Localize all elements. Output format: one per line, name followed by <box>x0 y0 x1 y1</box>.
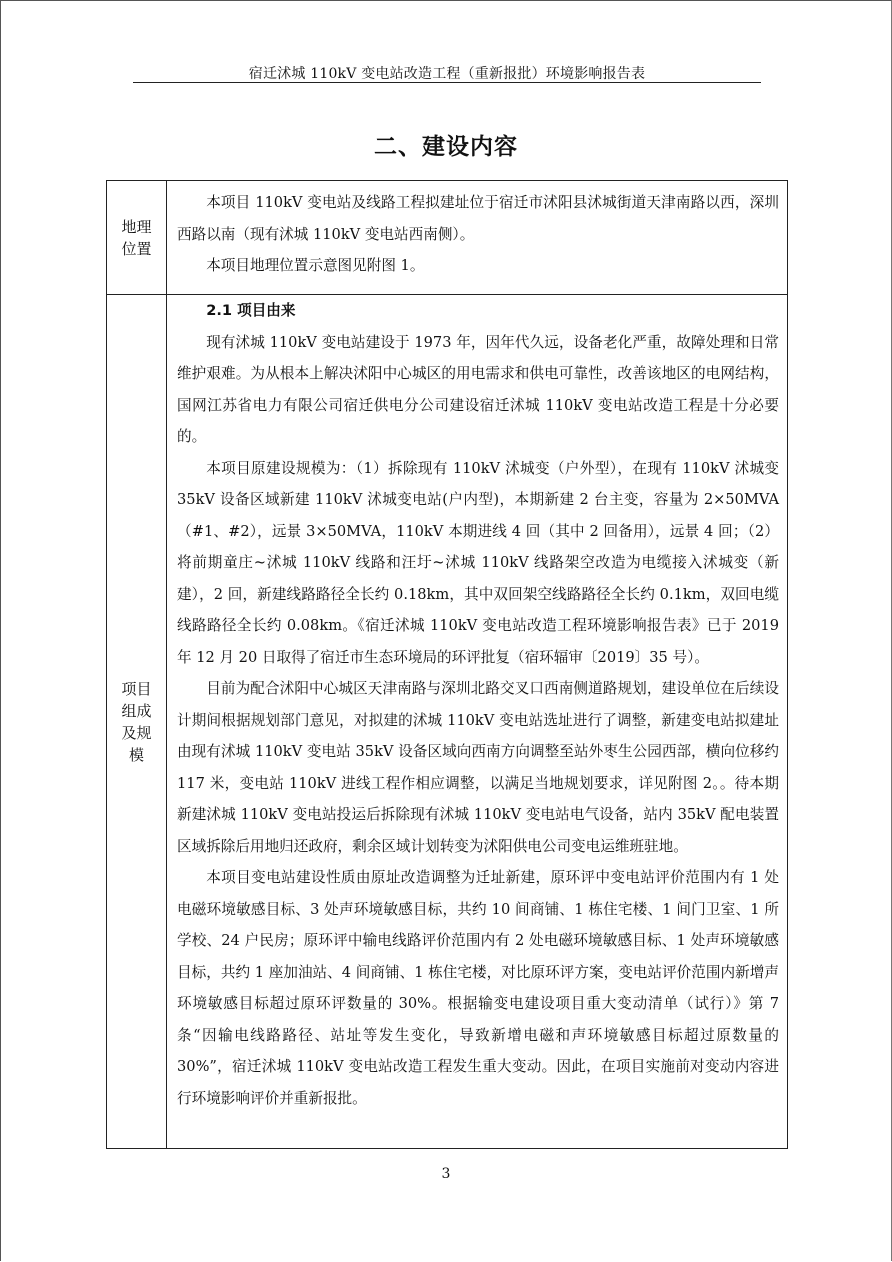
running-header: 宿迁沭城 110kV 变电站改造工程（重新报批）环境影响报告表 <box>248 66 646 82</box>
row-label-composition <box>107 295 167 1149</box>
paragraph: 现有沭城 110kV 变电站建设于 1973 年，因年代久远，设备老化严重，故障处理和日常维护艰难。为从根本上解决沭阳中心城区的用电需求和供电可靠性，改善该地区的电网结构，国网江苏省电力有限公司宿迁供电分公司建设宿迁沭城 110kV 变电站改造工程是十分必要的。 <box>177 333 779 445</box>
paragraph: 本项目 110kV 变电站及线路工程拟建址位于宿迁市沭阳县沭城街道天津南路以西，深圳西路以南（现有沭城 110kV 变电站西南侧）。 <box>177 194 779 243</box>
paragraph: 本项目地理位置示意图见附图 1。 <box>206 257 425 274</box>
header-rule <box>133 82 761 83</box>
table-row-composition <box>107 295 788 1149</box>
table-row-location <box>107 181 788 295</box>
paragraph: 本项目变电站建设性质由原址改造调整为迁址新建，原环评中变电站评价范围内有 1 处电磁环境敏感目标、3 处声环境敏感目标，共约 10 间商铺、1 栋住宅楼、1 间门卫室、1 所学校、24 户民房；原环评中输电线路评价范围内有 2 处电磁环境敏感目标、1 处声环境敏感目标，共约 1 座加油站、4 间商铺、1 栋住宅楼，对比原环评方案，变电站评价范围内新增声环境敏感目标超过原环评数量的 30%。根据输变电建设项目重大变动清单（试行）》第 7 条“因输电线路路径、站址等发生变化，导致新增电磁和声环境敏感目标超过原数量的 30%”，宿迁沭城 110kV 变电站改造工程发生重大变动。因此，在项目实施前对变动内容进行环境影响评价并重新报批。 <box>177 869 779 1107</box>
content-table <box>106 180 788 1149</box>
row-content-location <box>167 181 788 295</box>
subheading: 2.1 项目由来 <box>206 302 296 319</box>
row-label-text: 地理位置 <box>121 217 152 258</box>
row-content-composition <box>167 295 788 1149</box>
page-number: 3 <box>441 1166 451 1182</box>
row-label-location <box>107 181 167 295</box>
row-label-text: 项目组成及规模 <box>121 679 152 764</box>
section-title: 二、建设内容 <box>374 134 518 160</box>
paragraph: 目前为配合沭阳中心城区天津南路与深圳北路交叉口西南侧道路规划，建设单位在后续设计期间根据规划部门意见，对拟建的沭城 110kV 变电站选址进行了调整，新建变电站拟建址由现有沭城 110kV 变电站 35kV 设备区域向西南方向调整至站外枣生公园西部，横向位移约 117 米，变电站 110kV 进线工程作相应调整，以满足当地规划要求，详见附图 2。。待本期新建沭城 110kV 变电站投运后拆除现有沭城 110kV 变电站电气设备，站内 35kV 配电装置区域拆除后用地归还政府，剩余区域计划转变为沭阳供电公司变电运维班驻地。 <box>177 680 779 855</box>
paragraph: 本项目原建设规模为：（1）拆除现有 110kV 沭城变（户外型），在现有 110kV 沭城变 35kV 设备区域新建 110kV 沭城变电站(户内型)，本期新建 2 台主变，容量为 2×50MVA（#1、#2），远景 3×50MVA，110kV 本期进线 4 回（其中 2 回备用），远景 4 回；（2）将前期童庄~沭城 110kV 线路和汪圩~沭城 110kV 线路架空改造为电缆接入沭城变（新建），2 回，新建线路路径全长约 0.18km，其中双回架空线路路径全长约 0.1km，双回电缆线路路径全长约 0.08km。《宿迁沭城 110kV 变电站改造工程环境影响报告表》已于 2019 年 12 月 20 日取得了宿迁市生态环境局的环评批复（宿环辐审〔2019〕35 号）。 <box>177 459 779 666</box>
